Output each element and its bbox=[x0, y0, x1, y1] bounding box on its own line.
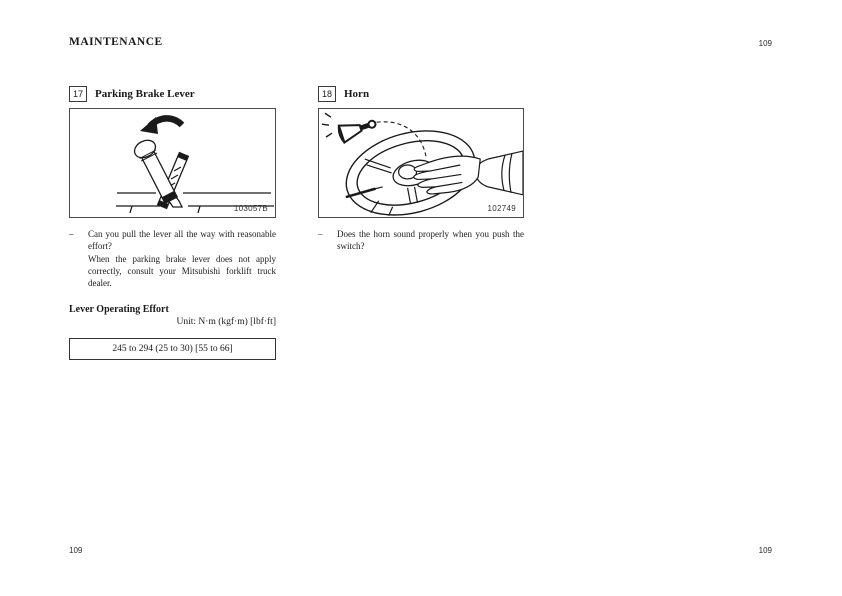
section-horn bbox=[318, 85, 524, 253]
section-header bbox=[318, 85, 524, 102]
checklist-item bbox=[318, 228, 524, 253]
figure-horn bbox=[318, 108, 524, 218]
spec-value-box bbox=[69, 338, 276, 360]
list-dash: – bbox=[318, 229, 323, 239]
checklist-note: When the parking brake lever does not apply correctly, consult your Mitsubishi forklift truck dealer. bbox=[88, 253, 276, 289]
pull-arrow-icon bbox=[140, 117, 182, 134]
section-parking-brake-lever bbox=[69, 85, 276, 360]
figure-code: 103057B bbox=[233, 204, 268, 213]
lever-handle bbox=[132, 137, 168, 194]
page-title: MAINTENANCE bbox=[69, 36, 163, 48]
checklist-question: Can you pull the lever all the way with reasonable effort? bbox=[88, 229, 276, 252]
figure-code: 102749 bbox=[487, 204, 516, 213]
spec-label: Lever Operating Effort bbox=[69, 304, 169, 316]
section-number-box: 17 bbox=[69, 86, 87, 102]
footer-page-number-left: 109 bbox=[69, 546, 83, 555]
section-header bbox=[69, 85, 276, 102]
list-dash: – bbox=[69, 229, 74, 239]
checklist-item bbox=[69, 228, 276, 253]
sound-waves-icon bbox=[322, 113, 332, 137]
parking-brake-lever-illustration bbox=[70, 109, 275, 217]
figure-parking-brake-lever bbox=[69, 108, 276, 218]
section-title: Parking Brake Lever bbox=[95, 87, 195, 100]
section-title: Horn bbox=[344, 87, 370, 100]
horn-icon bbox=[337, 115, 378, 144]
section-number-box: 18 bbox=[318, 86, 336, 102]
spec-block bbox=[69, 304, 276, 360]
spec-value: 245 to 294 (25 to 30) [55 to 66] bbox=[112, 344, 233, 355]
checklist-question: Does the horn sound properly when you push the switch? bbox=[337, 229, 524, 252]
footer-page-number-right: 109 bbox=[758, 546, 772, 555]
header-page-number: 109 bbox=[758, 39, 772, 48]
spec-unit: Unit: N·m (kgf·m) [lbf·ft] bbox=[176, 317, 276, 328]
hand bbox=[414, 151, 523, 195]
horn-illustration bbox=[319, 109, 523, 217]
